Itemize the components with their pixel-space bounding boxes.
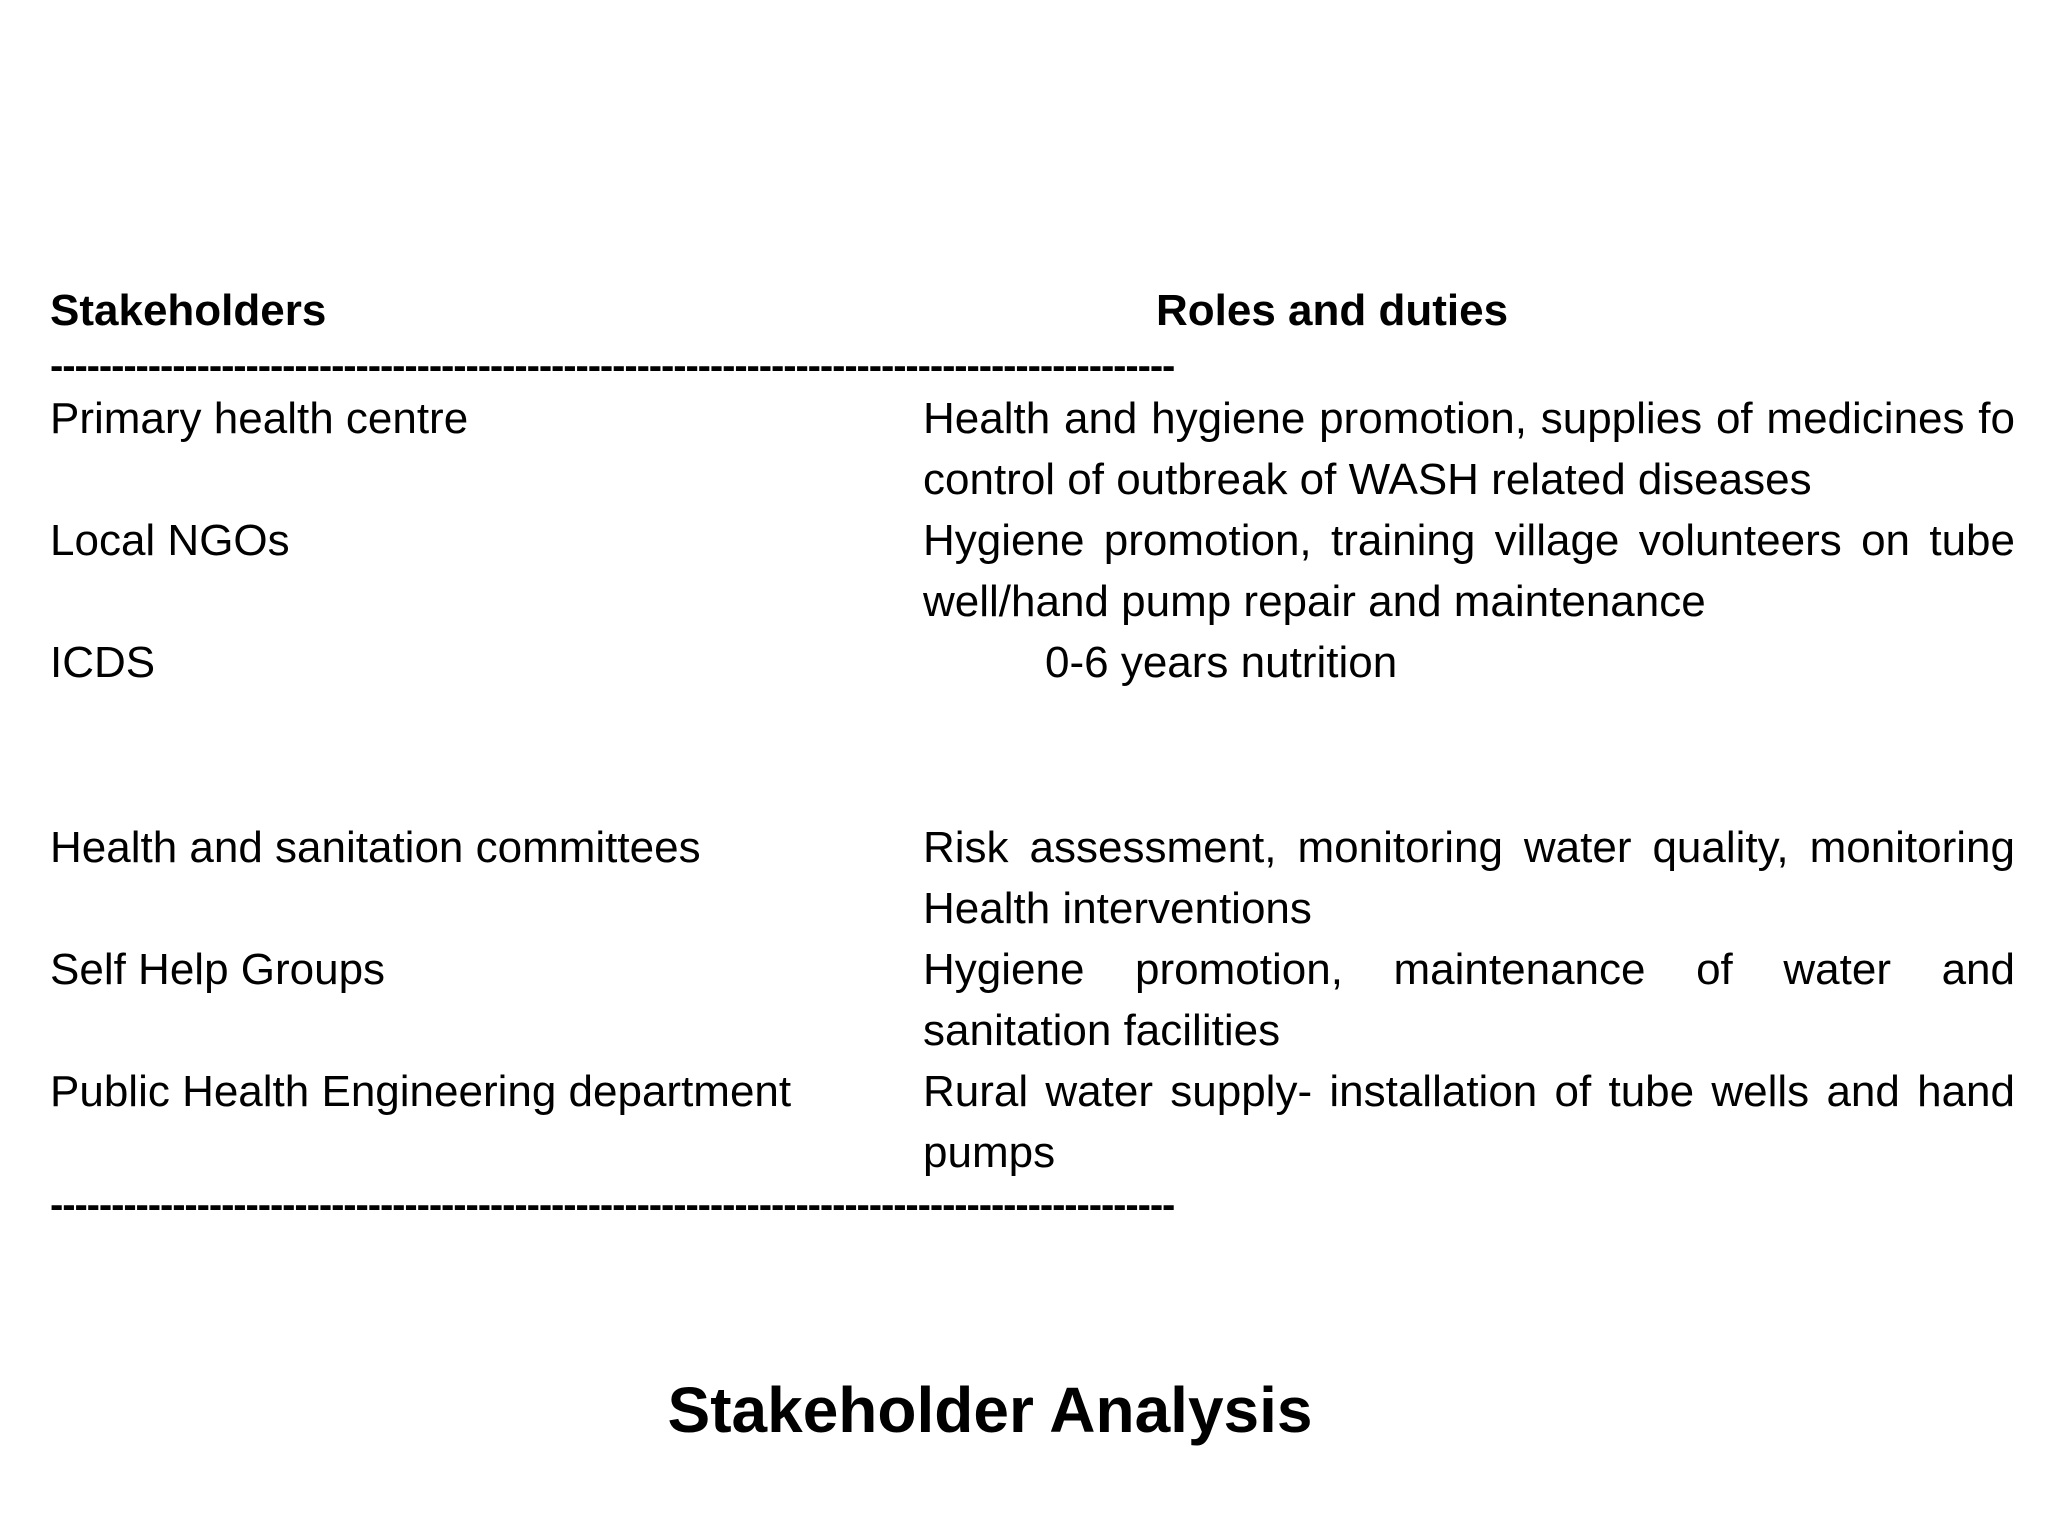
slide-title: Stakeholder Analysis bbox=[667, 1374, 1313, 1446]
stakeholder-role: Health and hygiene promotion, supplies of medicines fo control of outbreak of WASH related diseases bbox=[923, 394, 2015, 504]
stakeholder-role: 0-6 years nutrition bbox=[1045, 638, 1398, 687]
stakeholder-role: Rural water supply- installation of tube wells and hand pumps bbox=[923, 1067, 2015, 1177]
table-row bbox=[50, 632, 2015, 693]
header-roles-and-duties: Roles and duties bbox=[1156, 286, 1509, 335]
stakeholder-name: Primary health centre bbox=[50, 394, 469, 443]
stakeholder-role: Risk assessment, monitoring water quality, monitoring Health interventions bbox=[923, 823, 2015, 933]
table-row bbox=[50, 510, 2015, 632]
stakeholder-name: Self Help Groups bbox=[50, 945, 386, 994]
stakeholder-name: Health and sanitation committees bbox=[50, 823, 701, 872]
table-header bbox=[50, 280, 2015, 344]
bottom-rule: -------------------------------------------------------------------------------------------- bbox=[50, 1183, 1175, 1227]
table-row bbox=[50, 1061, 2015, 1183]
stakeholder-role: Hygiene promotion, training village volunteers on tube well/hand pump repair and maintenance bbox=[923, 516, 2015, 626]
table-row bbox=[50, 817, 2015, 939]
stakeholder-role: Hygiene promotion, maintenance of water and sanitation facilities bbox=[923, 945, 2015, 1055]
table-row bbox=[50, 388, 2015, 510]
stakeholder-name: Public Health Engineering department bbox=[50, 1067, 792, 1116]
header-stakeholders: Stakeholders bbox=[50, 286, 327, 335]
top-rule: -------------------------------------------------------------------------------------------- bbox=[50, 344, 1175, 388]
stakeholder-name: Local NGOs bbox=[50, 516, 290, 565]
stakeholder-table bbox=[50, 280, 2015, 1227]
table-row bbox=[50, 939, 2015, 1061]
stakeholder-name: ICDS bbox=[50, 638, 156, 687]
